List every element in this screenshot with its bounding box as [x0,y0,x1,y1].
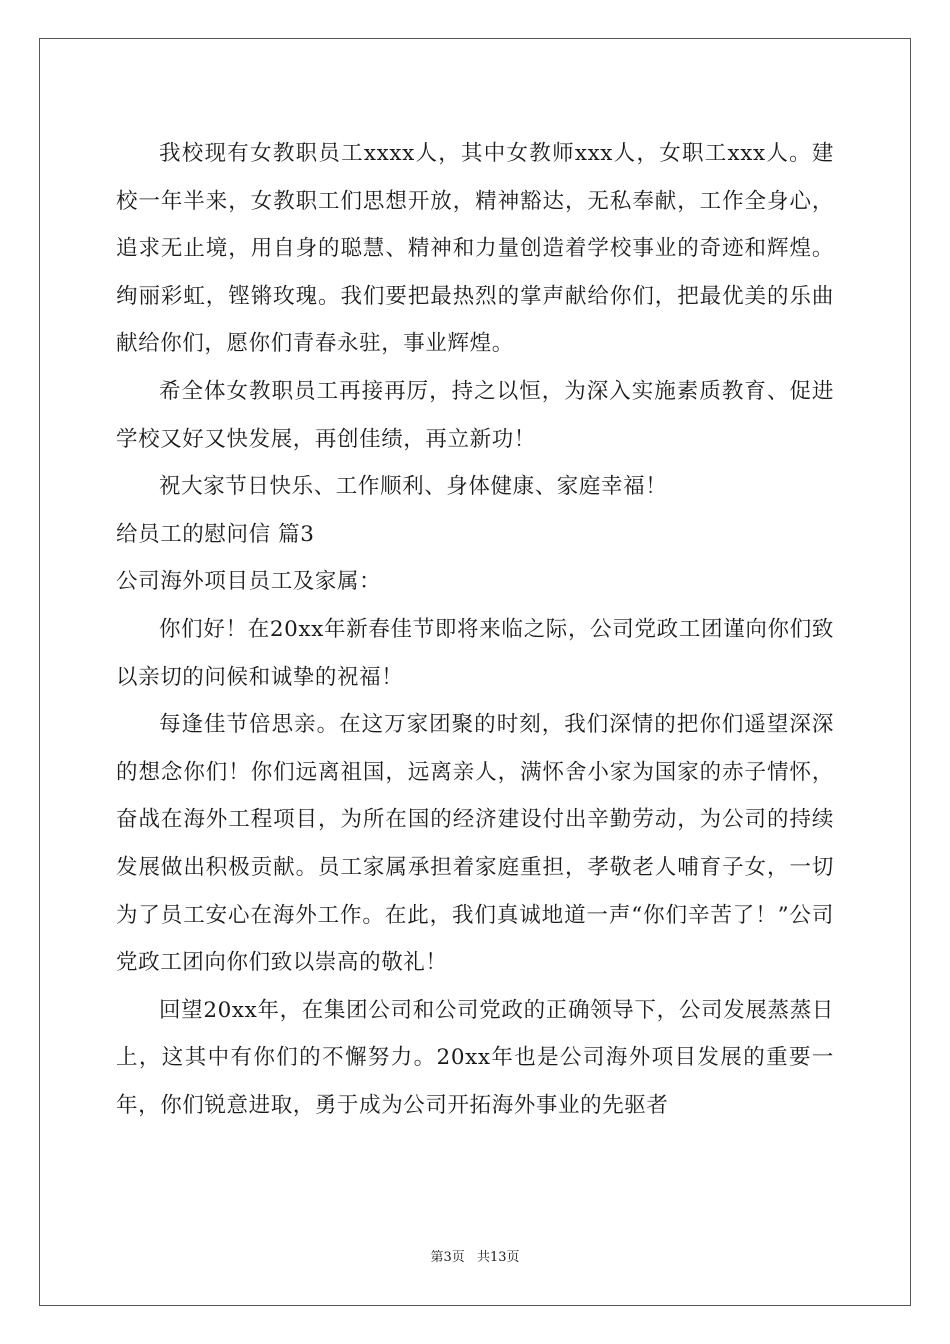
section-heading: 给员工的慰问信 篇3 [116,521,315,547]
page-number: 第3页 [430,1250,465,1265]
paragraph-5: 每逢佳节倍思亲。在这万家团聚的时刻，我们深情的把你们遥望深深的想念你们！你们远离祖国，远离亲人，满怀舍小家为国家的赤子情怀，奋战在海外工程项目，为所在国的经济建设付出辛勤劳动，为公司的持续发展做出积极贡献。员工家属承担着家庭重担，孝敬老人哺育子女，一切为了员工安心在海外工作。在此，我们真诚地道一声“你们辛苦了！”公司党政工团向你们致以崇高的敬礼！ [116,712,834,976]
page-total: 共13页 [476,1250,520,1265]
page-footer [0,1246,950,1265]
paragraph-1: 我校现有女教职员工xxxx人，其中女教师xxx人，女职工xxx人。建校一年半来，女教职工们思想开放，精神豁达，无私奉献，工作全身心，追求无止境，用自身的聪慧、精神和力量创造着学校事业的奇迹和辉煌。绚丽彩虹，铿锵玫瑰。我们要把最热烈的掌声献给你们，把最优美的乐曲献给你们，愿你们青春永驻，事业辉煌。 [116,141,834,357]
paragraph-4: 你们好！在20xx年新春佳节即将来临之际，公司党政工团谨向你们致以亲切的问候和诚挚的祝福！ [116,616,834,690]
paragraph-2: 希全体女教职员工再接再厉，持之以恒，为深入实施素质教育、促进学校又好又快发展，再创佳绩，再立新功！ [116,378,834,452]
document-body [116,130,834,1129]
letter-salutation: 公司海外项目员工及家属： [116,569,382,595]
paragraph-3: 祝大家节日快乐、工作顺利、身体健康、家庭幸福！ [159,474,668,500]
paragraph-6: 回望20xx年，在集团公司和公司党政的正确领导下，公司发展蒸蒸日上，这其中有你们的不懈努力。20xx年也是公司海外项目发展的重要一年，你们锐意进取，勇于成为公司开拓海外事业的先驱者 [116,997,834,1118]
